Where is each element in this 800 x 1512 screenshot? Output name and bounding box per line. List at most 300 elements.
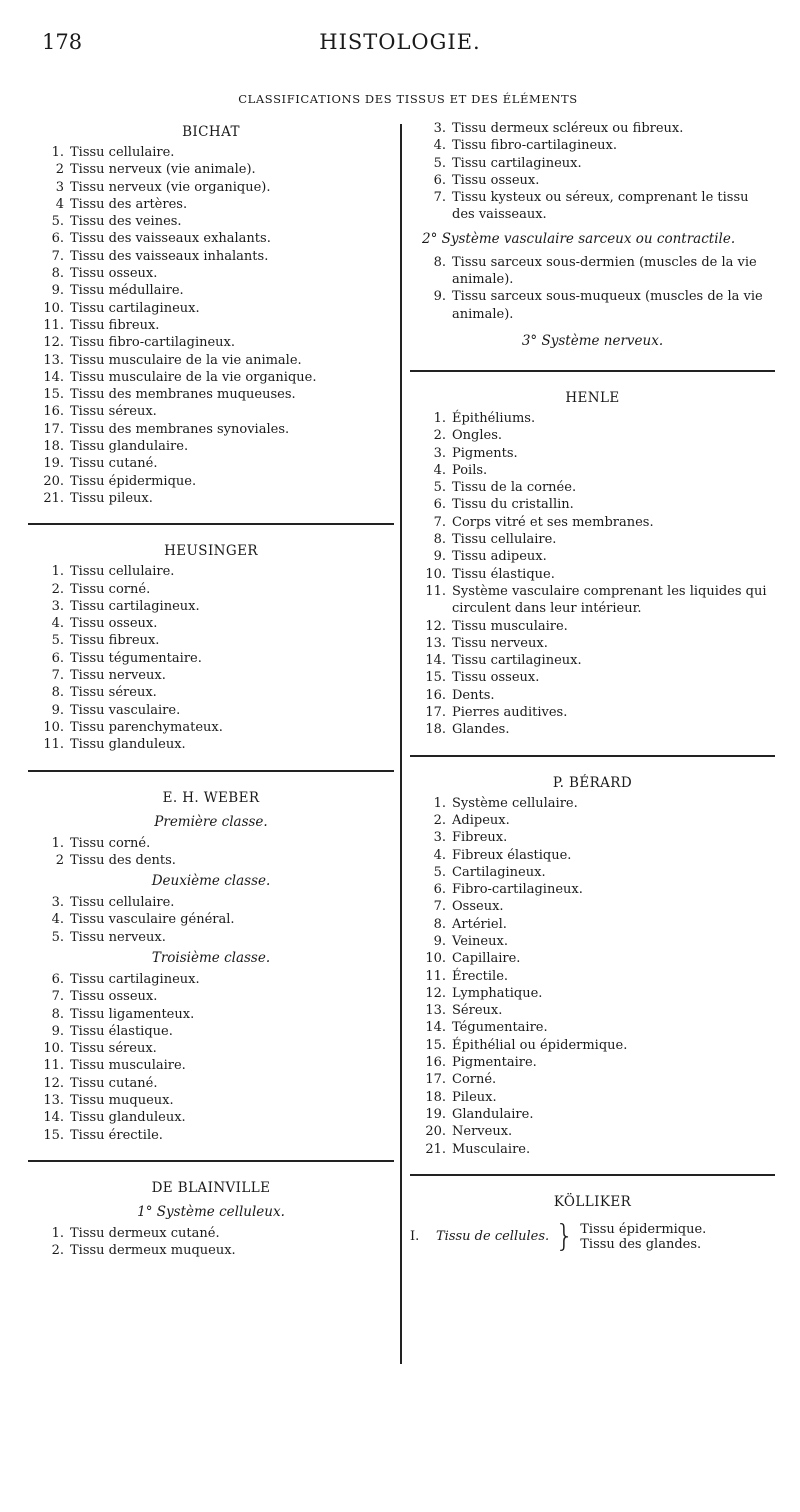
item-number: 10. (43, 1041, 64, 1057)
item-text: Tissu épidermique. (70, 473, 197, 489)
item-text: Tissu glanduleux. (70, 737, 186, 753)
item-text: Tissu musculaire de la vie animale. (70, 352, 302, 368)
item-text: Tissu cartilagineux. (70, 598, 200, 614)
item-number: 2. (51, 581, 64, 597)
item-number: 4. (51, 616, 64, 632)
item-text: Glandes. (452, 722, 510, 738)
item-number: 14. (43, 369, 64, 385)
list-item (28, 971, 394, 988)
item-number: 3. (51, 895, 64, 911)
item-text: Musculaire. (452, 1141, 531, 1157)
item-number: 9. (51, 702, 64, 718)
item-text: Tissu osseux. (452, 670, 540, 686)
item-number: 7. (433, 514, 446, 530)
list-item (410, 496, 775, 513)
list-item (410, 189, 775, 224)
list-item (410, 462, 775, 479)
section-title-kolliker: KÖLLIKER (553, 1193, 632, 1210)
item-number: 7. (51, 989, 64, 1005)
right-column (410, 120, 775, 1252)
item-number: 7. (51, 668, 64, 684)
item-text: Tissu musculaire de la vie organique. (70, 369, 317, 385)
item-text: Ongles. (452, 428, 503, 444)
item-text: Tissu nerveux (vie animale). (70, 162, 256, 178)
item-number: 2 (55, 852, 64, 868)
list-item (28, 230, 394, 247)
list-item (28, 282, 394, 299)
item-text: Fibro-cartilagineux. (452, 882, 583, 898)
section-blainville-continued (410, 120, 775, 354)
list-blainville-system1 (28, 1225, 394, 1260)
list-item (410, 985, 775, 1002)
item-number: 1. (433, 410, 446, 426)
list-weber-class3 (28, 971, 394, 1144)
list-item (410, 721, 775, 738)
item-number: 12. (43, 335, 64, 351)
item-text: Veineux. (452, 933, 508, 949)
list-item (410, 254, 775, 289)
item-number: 15. (43, 1127, 64, 1143)
subheading-weber-class3: Troisième classe. (151, 949, 271, 966)
item-number: 3. (433, 445, 446, 461)
list-item (410, 1002, 775, 1019)
list-item (410, 1019, 775, 1036)
item-number: 16. (425, 1055, 446, 1071)
item-text: Tissu parenchymateux. (70, 719, 223, 735)
item-number: 8. (51, 1006, 64, 1022)
item-number: 9. (433, 933, 446, 949)
list-item (28, 421, 394, 438)
list-item (410, 288, 775, 323)
list-berard (410, 795, 775, 1158)
list-item (28, 650, 394, 667)
list-item (410, 652, 775, 669)
item-number: 6. (51, 231, 64, 247)
item-number: 16. (43, 404, 64, 420)
item-number: 2. (433, 812, 446, 828)
item-number: 3. (51, 598, 64, 614)
item-text: Tissu érectile. (70, 1127, 163, 1143)
item-text: Tissu osseux. (70, 989, 158, 1005)
item-text: Tissu cellulaire. (70, 564, 175, 580)
list-item (410, 137, 775, 154)
list-item (28, 455, 394, 472)
item-text: Tissu fibreux. (70, 317, 160, 333)
item-number: 14. (425, 653, 446, 669)
list-item (28, 563, 394, 580)
list-item (410, 548, 775, 565)
item-number: 19. (425, 1106, 446, 1122)
item-number: 20. (43, 473, 64, 489)
list-item (28, 988, 394, 1005)
list-item (410, 916, 775, 933)
item-text: Tissu sarceux sous-muqueux (muscles de la vie animale). (452, 289, 763, 322)
list-item (410, 812, 775, 829)
list-item (28, 438, 394, 455)
item-number: 3. (433, 121, 446, 136)
list-item (28, 265, 394, 282)
section-divider (410, 1174, 775, 1176)
item-text: Tissu séreux. (70, 1041, 157, 1057)
kolliker-row-label: Tissu de cellules. (436, 1229, 550, 1245)
item-text: Tissu séreux. (70, 404, 157, 420)
list-item (410, 155, 775, 172)
kolliker-subitem: Tissu des glandes. (580, 1236, 702, 1252)
list-item (410, 445, 775, 462)
list-item (28, 490, 394, 507)
item-number: 9. (433, 289, 446, 305)
item-text: Tissu cellulaire. (70, 145, 175, 160)
section-weber (28, 786, 394, 1144)
item-text: Glandulaire. (452, 1106, 534, 1122)
item-number: 6. (51, 971, 64, 987)
list-item (28, 581, 394, 598)
list-item (410, 618, 775, 635)
item-number: 1. (51, 835, 64, 851)
list-item (28, 667, 394, 684)
item-text: Tissu glanduleux. (70, 1110, 186, 1126)
item-number: 3. (433, 830, 446, 846)
item-number: 8. (433, 532, 446, 548)
item-number: 6. (433, 172, 446, 188)
section-title-heusinger: HEUSINGER (164, 543, 258, 560)
list-item (410, 1106, 775, 1123)
item-text: Tissu cutané. (70, 1075, 158, 1091)
subheading-blainville-system1: 1° Système celluleux. (137, 1203, 285, 1220)
section-henle (410, 386, 775, 739)
subheading-blainville-system3: 3° Système nerveux. (521, 332, 664, 349)
subheading-blainville-system2: 2° Système vasculaire sarceux ou contractile. (422, 230, 736, 247)
subheading-weber-class1: Première classe. (154, 813, 268, 830)
item-number: 5. (51, 929, 64, 945)
item-text: Tissu des veines. (70, 214, 182, 230)
item-text: Capillaire. (452, 951, 521, 967)
item-text: Tissu nerveux. (452, 635, 548, 651)
item-text: Tissu séreux. (70, 685, 157, 701)
item-number: 13. (43, 1093, 64, 1109)
list-item (28, 317, 394, 334)
item-text: Tissu cartilagineux. (70, 971, 200, 987)
item-number: 11. (43, 317, 64, 333)
item-text: Tissu médullaire. (70, 283, 184, 299)
item-number: 19. (43, 456, 64, 472)
list-item (410, 1071, 775, 1088)
item-number: 10. (43, 719, 64, 735)
item-number: 4. (51, 912, 64, 928)
item-number: 18. (425, 1089, 446, 1105)
item-text: Tissu du cristallin. (452, 497, 574, 513)
section-divider (28, 523, 394, 525)
page-number: 178 (42, 30, 83, 54)
item-number: 20. (425, 1124, 446, 1140)
item-text: Tissu osseux. (70, 616, 158, 632)
page-title: CLASSIFICATIONS DES TISSUS ET DES ÉLÉMENTS (238, 92, 578, 106)
item-text: Tissu glandulaire. (70, 439, 189, 455)
item-text: Tissu fibro-cartilagineux. (70, 335, 236, 351)
item-number: 9. (51, 283, 64, 299)
item-text: Tissu fibreux. (70, 633, 160, 649)
item-number: 4. (433, 462, 446, 478)
item-text: Artériel. (452, 916, 507, 932)
list-item (410, 566, 775, 583)
item-text: Tissu adipeux. (452, 549, 547, 565)
list-item (28, 179, 394, 196)
item-text: Tissu nerveux. (70, 668, 166, 684)
list-weber-class1 (28, 835, 394, 870)
list-item (28, 835, 394, 852)
item-number: 21. (43, 490, 64, 506)
item-text: Adipeux. (452, 812, 510, 828)
list-item (410, 829, 775, 846)
list-item (28, 684, 394, 701)
item-number: 13. (425, 1003, 446, 1019)
item-number: 8. (433, 916, 446, 932)
item-number: 5. (433, 155, 446, 171)
item-text: Tissu nerveux. (70, 929, 166, 945)
item-text: Tissu osseux. (452, 172, 540, 188)
item-text: Tissu élastique. (452, 566, 555, 582)
list-weber-class2 (28, 894, 394, 946)
item-number: 7. (433, 190, 446, 206)
item-number: 5. (433, 864, 446, 880)
item-number: 7. (51, 248, 64, 264)
kolliker-subitem: Tissu épidermique. (580, 1221, 707, 1237)
item-number: 17. (425, 705, 446, 721)
column-divider (400, 124, 402, 1364)
section-title-berard: P. BÉRARD (552, 774, 633, 791)
list-item (28, 144, 394, 161)
item-number: 1. (51, 145, 64, 160)
item-number: 15. (43, 387, 64, 403)
item-text: Fibreux élastique. (452, 847, 572, 863)
item-text: Tissu pileux. (70, 490, 153, 506)
item-number: 10. (425, 566, 446, 582)
list-blainville-system1-cont (410, 120, 775, 224)
list-blainville-system2 (410, 254, 775, 323)
list-item (28, 1075, 394, 1092)
section-divider (410, 370, 775, 372)
kolliker-subitems (574, 1222, 706, 1252)
list-item (410, 514, 775, 531)
item-number: 5. (51, 633, 64, 649)
section-title-blainville: DE BLAINVILLE (151, 1179, 271, 1196)
item-text: Tissu cellulaire. (452, 532, 557, 548)
item-text: Tissu dermeux muqueux. (70, 1243, 236, 1259)
item-text: Pigmentaire. (452, 1055, 537, 1071)
list-heusinger (28, 563, 394, 753)
item-text: Corné. (452, 1072, 497, 1088)
section-title-bichat: BICHAT (182, 124, 240, 140)
list-item (410, 583, 775, 618)
item-text: Tégumentaire. (452, 1020, 548, 1036)
item-number: 13. (425, 635, 446, 651)
section-divider (410, 755, 775, 757)
item-text: Tissu fibro-cartilagineux. (452, 138, 618, 154)
section-divider (28, 1160, 394, 1162)
section-divider (28, 770, 394, 772)
item-text: Épithéliums. (452, 410, 536, 426)
item-number: 18. (43, 439, 64, 455)
item-number: 2. (433, 428, 446, 444)
item-text: Séreux. (452, 1003, 503, 1019)
item-number: 6. (433, 882, 446, 898)
item-number: 11. (43, 1058, 64, 1074)
list-item (28, 719, 394, 736)
item-number: 9. (433, 549, 446, 565)
item-text: Tissu des vaisseaux inhalants. (70, 248, 269, 264)
list-item (410, 687, 775, 704)
list-item (28, 1023, 394, 1040)
section-title-weber: E. H. WEBER (162, 789, 260, 806)
list-item (410, 950, 775, 967)
list-item (28, 1040, 394, 1057)
list-item (410, 635, 775, 652)
item-text: Tissu cutané. (70, 456, 158, 472)
item-text: Tissu sarceux sous-dermien (muscles de la vie animale). (452, 254, 757, 288)
item-text: Nerveux. (452, 1124, 513, 1140)
list-item (28, 1242, 394, 1259)
item-number: 8. (433, 254, 446, 270)
list-item (28, 929, 394, 946)
item-number: 21. (425, 1141, 446, 1157)
item-number: 2 (55, 162, 64, 178)
list-item (28, 473, 394, 490)
item-text: Tissu de la cornée. (452, 480, 577, 496)
list-item (410, 1089, 775, 1106)
item-number: 16. (425, 687, 446, 703)
item-text: Tissu des membranes muqueuses. (70, 387, 296, 403)
item-number: 5. (51, 214, 64, 230)
item-number: 13. (43, 352, 64, 368)
item-text: Dents. (452, 687, 495, 703)
list-bichat (28, 144, 394, 507)
list-item (410, 898, 775, 915)
section-berard (410, 771, 775, 1158)
list-henle (410, 410, 775, 739)
list-item (410, 881, 775, 898)
brace-symbol: } (555, 1218, 575, 1254)
list-item (410, 479, 775, 496)
subheading-weber-class2: Deuxième classe. (151, 873, 271, 890)
item-text: Pigments. (452, 445, 518, 461)
item-number: 17. (425, 1072, 446, 1088)
item-text: Tissu dermeux cutané. (70, 1225, 220, 1241)
item-number: 4. (433, 138, 446, 154)
item-number: 11. (425, 968, 446, 984)
item-text: Tissu élastique. (70, 1023, 173, 1039)
item-number: 1. (51, 1225, 64, 1241)
item-text: Tissu vasculaire général. (70, 912, 235, 928)
list-item (28, 1006, 394, 1023)
item-number: 18. (425, 722, 446, 738)
item-text: Lymphatique. (452, 985, 543, 1001)
list-item (28, 1057, 394, 1074)
item-text: Tissu corné. (70, 835, 151, 851)
item-text: Tissu cartilagineux. (70, 300, 200, 316)
item-number: 14. (425, 1020, 446, 1036)
running-head: HISTOLOGIE. (319, 30, 481, 54)
item-number: 14. (43, 1110, 64, 1126)
list-item (28, 1225, 394, 1242)
item-number: 1. (433, 795, 446, 811)
section-title-henle: HENLE (565, 389, 620, 406)
item-text: Tissu vasculaire. (70, 702, 181, 718)
section-bichat (28, 120, 394, 507)
list-item (410, 1141, 775, 1158)
item-text: Tissu des vaisseaux exhalants. (70, 231, 271, 247)
item-text: Poils. (452, 462, 488, 478)
list-item (28, 702, 394, 719)
list-item (28, 352, 394, 369)
item-number: 4. (433, 847, 446, 863)
kolliker-row (410, 1218, 775, 1254)
item-number: 15. (425, 670, 446, 686)
item-number: 1. (51, 564, 64, 580)
item-number: 6. (433, 497, 446, 513)
list-item (410, 795, 775, 812)
item-text: Système vasculaire comprenant les liquides qui circulent dans leur intérieur. (452, 583, 767, 617)
item-number: 7. (433, 899, 446, 915)
item-text: Tissu kysteux ou séreux, comprenant le tissu des vaisseaux. (452, 190, 749, 223)
list-item (28, 386, 394, 403)
list-item (410, 172, 775, 189)
list-item (410, 531, 775, 548)
list-item (28, 632, 394, 649)
item-number: 5. (433, 480, 446, 496)
item-number: 12. (43, 1075, 64, 1091)
list-item (28, 598, 394, 615)
left-column (28, 120, 394, 1260)
list-item (410, 933, 775, 950)
list-item (28, 369, 394, 386)
list-item (28, 213, 394, 230)
list-item (410, 968, 775, 985)
list-item (410, 120, 775, 137)
item-text: Tissu tégumentaire. (70, 650, 202, 666)
item-number: 3 (55, 179, 64, 195)
item-number: 6. (51, 650, 64, 666)
item-text: Fibreux. (452, 830, 508, 846)
item-text: Tissu ligamenteux. (70, 1006, 195, 1022)
list-item (28, 1092, 394, 1109)
item-text: Érectile. (452, 968, 509, 984)
list-item (28, 403, 394, 420)
list-item (410, 669, 775, 686)
list-item (28, 161, 394, 178)
item-number: 15. (425, 1037, 446, 1053)
item-text: Pileux. (452, 1089, 497, 1105)
list-item (28, 196, 394, 213)
list-item (410, 864, 775, 881)
item-text: Tissu cartilagineux. (452, 155, 582, 171)
item-number: 8. (51, 266, 64, 282)
item-text: Tissu musculaire. (70, 1058, 186, 1074)
item-number: 8. (51, 685, 64, 701)
item-text: Tissu muqueux. (70, 1093, 174, 1109)
list-item (28, 894, 394, 911)
item-number: 10. (43, 300, 64, 316)
item-text: Épithélial ou épidermique. (452, 1037, 628, 1053)
item-text: Tissu corné. (70, 581, 151, 597)
item-number: 4 (55, 196, 64, 212)
item-text: Corps vitré et ses membranes. (452, 514, 654, 530)
list-item (410, 1054, 775, 1071)
item-number: 11. (43, 737, 64, 753)
list-item (410, 1123, 775, 1140)
list-item (410, 1037, 775, 1054)
item-text: Tissu cellulaire. (70, 895, 175, 911)
item-number: 11. (425, 583, 446, 599)
